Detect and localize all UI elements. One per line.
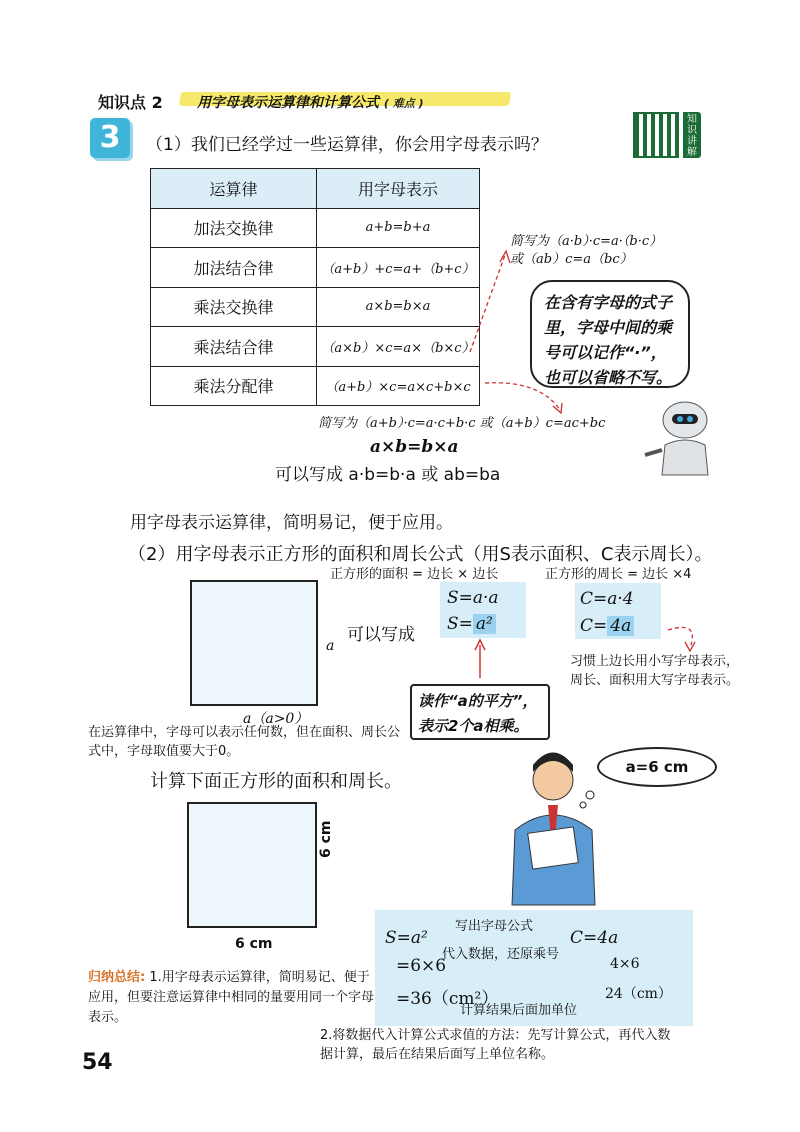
robot-eye: [677, 416, 683, 422]
summary-point-1: 1.用字母表示运算律，简明易记、便于应用，但要注意运算律中相同的量要用同一个字母表示。: [88, 970, 375, 1025]
can-write-line: 可以写成 a·b=b·a 或 ab=ba: [275, 465, 501, 485]
exercise-title: 计算下面正方形的面积和周长。: [150, 771, 402, 792]
summary-block: [88, 968, 378, 1028]
law-formula: （a×b）×c=a×（b×c）: [317, 327, 480, 367]
exercise-bottom-label: 6 cm: [235, 936, 273, 952]
area-formula-2-prefix: S=: [447, 614, 473, 634]
arrow-line: [668, 627, 692, 648]
page-number: 54: [82, 1050, 113, 1075]
thought-dot: [580, 802, 586, 808]
read-note-box: 读作“a的平方”，表示2个a相乘。: [410, 684, 550, 740]
arrow-head: [500, 251, 510, 263]
robot-visor: [672, 414, 698, 424]
habit-note: 习惯上边长用小写字母表示，周长、面积用大写字母表示。: [570, 654, 740, 688]
qr-tag: 知识讲解: [683, 112, 701, 158]
perim-formula-2-prefix: C=: [580, 616, 608, 636]
s-line-2: =6×6: [396, 956, 447, 976]
thought-dot: [586, 791, 594, 799]
substitute-note: 代入数据，还原乘号: [442, 947, 560, 962]
law-name: 乘法分配律: [151, 366, 317, 406]
area-formula-2-hl: a²: [473, 614, 496, 634]
assoc-short-note-2: 或（ab）c=a（bc）: [510, 252, 633, 267]
perim-formula-2-hl: 4a: [607, 616, 634, 636]
law-formula: a×b=b×a: [317, 287, 480, 327]
exercise-square: [187, 802, 317, 928]
s-line-1: S=a²: [385, 928, 428, 948]
unit-note: 计算结果后面加单位: [460, 1003, 578, 1018]
thought-bubble: a=6 cm: [597, 747, 717, 787]
summary-point-2: 2.将数据代入计算公式求值的方法：先写计算公式，再代入数据计算，最后在结果后面写上单位名称。: [320, 1028, 671, 1062]
bottom-label: a（a>0）: [243, 711, 309, 727]
difficulty-tag: ( 难点 ): [383, 97, 424, 110]
perim-formula-text: 正方形的周长 = 边长 ×4: [545, 567, 692, 582]
letter-note: 在运算律中，字母可以表示任何数，但在面积、周长公式中，字母取值要大于0。: [88, 725, 401, 759]
c-line-1: C=4a: [570, 928, 619, 948]
law-formula: a+b=b+a: [317, 208, 480, 248]
arrow-line: [470, 255, 505, 352]
exercise-side-label: 6 cm: [318, 820, 334, 858]
robot-speech-bubble: 在含有字母的式子里，字母中间的乘号可以记作“·”，也可以省略不写。: [530, 280, 690, 388]
dist-short-note: 简写为（a+b）·c=a·c+b·c 或（a+b）c=ac+bc: [318, 416, 606, 431]
area-formula-text: 正方形的面积 = 边长 × 边长: [330, 567, 499, 582]
law-name: 乘法交换律: [151, 287, 317, 327]
law-name: 加法交换律: [151, 208, 317, 248]
perim-formula-2: [580, 616, 634, 636]
table-header: 用字母表示: [317, 169, 480, 209]
c-line-3: 24（cm）: [605, 986, 672, 1002]
example-number: 3: [90, 118, 130, 158]
perim-formula-1: C=a·4: [580, 589, 634, 609]
question-1: （1）我们已经学过一些运算律，你会用字母表示吗？: [146, 135, 548, 155]
area-formula-2: [447, 614, 496, 634]
s-line-3: =36（cm²）: [396, 989, 499, 1009]
area-formula-1: S=a·a: [447, 588, 499, 608]
write-formula-note: 写出字母公式: [455, 919, 534, 934]
ab-line: a×b=b×a: [370, 437, 459, 457]
part2-title: （2）用字母表示正方形的面积和周长公式（用S表示面积、C表示周长）。: [128, 544, 713, 565]
arrow-head: [685, 642, 695, 651]
table-header: 运算律: [151, 169, 317, 209]
law-formula: （a+b）×c=a×c+b×c: [317, 366, 480, 406]
robot-eye: [687, 416, 693, 422]
boy-paper: [528, 827, 579, 869]
knowledge-point-label: 知识点 2: [98, 93, 163, 112]
can-write-label: 可以写成: [347, 625, 415, 645]
summary-line: 用字母表示运算律，简明易记，便于应用。: [130, 513, 453, 533]
law-name: 加法结合律: [151, 248, 317, 288]
square-diagram: [190, 580, 318, 706]
law-name: 乘法结合律: [151, 327, 317, 367]
robot-body: [662, 440, 708, 475]
summary-tag: 归纳总结:: [88, 970, 146, 985]
title-text: 用字母表示运算律和计算公式: [197, 95, 379, 111]
side-label: a: [326, 638, 335, 654]
law-formula: （a+b）+c=a+（b+c）: [317, 248, 480, 288]
assoc-short-note-1: 简写为（a·b）·c=a·（b·c）: [510, 234, 663, 249]
c-line-2: 4×6: [610, 956, 640, 972]
robot-arm: [645, 450, 662, 455]
